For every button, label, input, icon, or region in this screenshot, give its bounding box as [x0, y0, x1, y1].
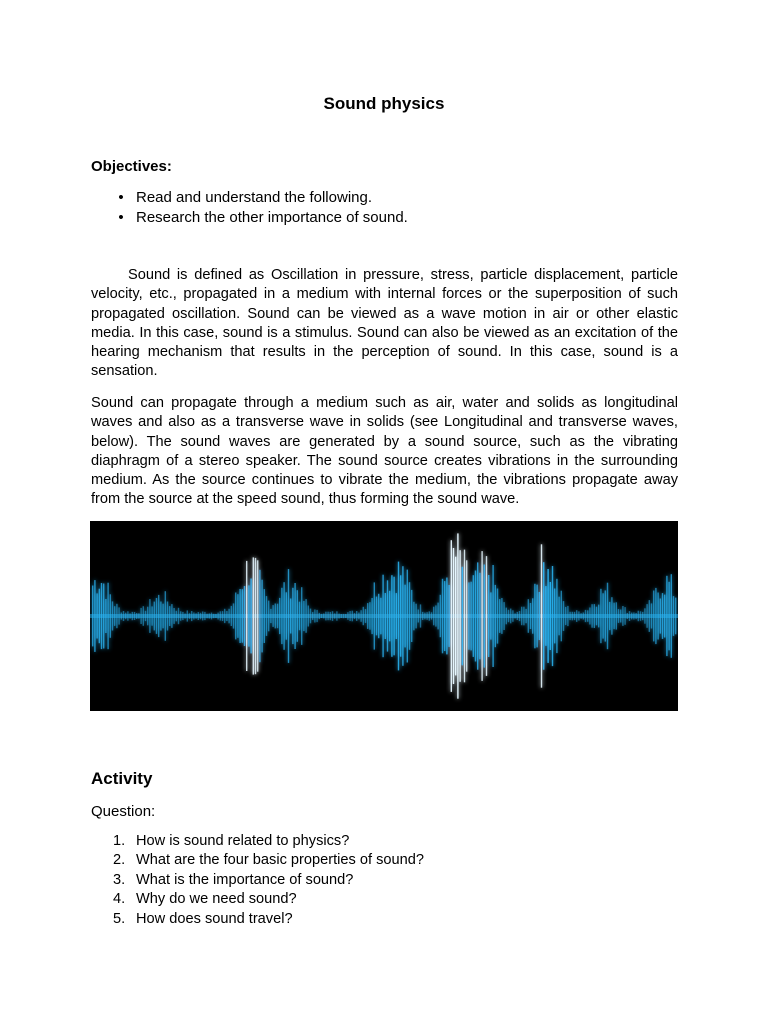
wave-spike [171, 604, 172, 628]
wave-spike [492, 565, 493, 667]
wave-spike [554, 589, 555, 644]
wave-spike [532, 598, 533, 633]
wave-spike [611, 597, 612, 635]
wave-spike [204, 612, 205, 620]
wave-spike [178, 608, 179, 624]
wave-spike [145, 611, 146, 621]
paragraph-text: Sound is defined as Oscillation in pressure, stress, particle displacement, particle velocity, etc., propagated in a medium with internal forces or the superposition of such propagated oscillation. Sound can be viewed as a wave motion in air or other elastic media. In this case, sound is a stimulus. Sound can also be viewed as an excitation of the hearing mechanism that results in the perception of sound. In this case, sound is a sensation. [91, 267, 678, 380]
wave-spike [149, 599, 150, 633]
question-number: 4. [113, 891, 126, 908]
wave-spike [673, 596, 674, 636]
wave-spike [404, 585, 405, 648]
wave-spike [189, 613, 190, 619]
wave-spike [545, 586, 546, 646]
wave-spike [222, 611, 223, 621]
wave-spike [143, 606, 144, 626]
wave-spike [323, 614, 324, 619]
wave-spike [336, 611, 337, 620]
paragraph-propagation [91, 394, 678, 510]
wave-spike [660, 599, 661, 634]
wave-spike [415, 604, 416, 629]
wave-spike [468, 582, 469, 649]
wave-spike [567, 606, 568, 626]
wave-spike [429, 611, 430, 620]
wave-spike [446, 578, 447, 655]
wave-spike [244, 586, 245, 646]
wave-spike [510, 609, 511, 624]
list-item [91, 871, 691, 890]
wave-spike [369, 602, 370, 630]
wave-spike [398, 562, 399, 671]
wave-spike [338, 614, 339, 619]
list-item [91, 910, 691, 929]
wave-spike [303, 601, 304, 631]
wave-spike [231, 606, 232, 626]
wave-spike [352, 611, 353, 622]
wave-spike [561, 591, 562, 642]
wave-spike [347, 612, 348, 620]
page-title: Sound physics [323, 94, 445, 113]
question-number: 1. [113, 833, 126, 849]
wave-spike [609, 602, 610, 630]
wave-spike [176, 611, 177, 622]
question-label: Question: [91, 803, 156, 820]
wave-spike [607, 583, 608, 650]
wave-spike [99, 589, 100, 644]
wave-spike [198, 612, 199, 620]
wave-spike [591, 604, 592, 628]
wave-spike [655, 588, 656, 644]
wave-spike [237, 594, 238, 638]
wave-spike [585, 610, 586, 622]
wave-spike [360, 610, 361, 622]
wave-spike [169, 606, 170, 626]
wave-spike [488, 575, 489, 657]
wave-spike [283, 582, 284, 650]
wave-spike [633, 613, 634, 620]
wave-spike [539, 592, 540, 640]
wave-spike [365, 609, 366, 623]
wave-spike [525, 609, 526, 623]
wave-spike [253, 557, 254, 674]
activity-heading: Activity [91, 769, 153, 788]
bullet-icon: • [118, 209, 124, 226]
wave-spike [226, 611, 227, 621]
wave-spike [435, 605, 436, 626]
wave-spike [558, 597, 559, 636]
wave-spike [310, 609, 311, 624]
wave-spike [209, 613, 210, 618]
wave-spike [653, 591, 654, 642]
wave-spike [396, 593, 397, 639]
wave-spike [312, 612, 313, 620]
wave-spike [101, 583, 102, 649]
wave-spike [211, 613, 212, 620]
wave-spike [334, 613, 335, 618]
wave-spike [479, 573, 480, 660]
wave-spike [556, 579, 557, 653]
wave-spike [305, 599, 306, 633]
wave-spike [622, 606, 623, 626]
question-number: 2. [113, 852, 126, 869]
wave-spike [600, 589, 601, 643]
wave-spike [627, 613, 628, 619]
wave-spike [519, 611, 520, 621]
wave-spike [301, 587, 302, 645]
wave-spike [299, 602, 300, 631]
objectives-list [91, 188, 691, 228]
wave-spike [523, 607, 524, 626]
wave-spike [319, 613, 320, 619]
wave-spike [308, 606, 309, 627]
wave-spike [154, 602, 155, 631]
wave-spike [503, 602, 504, 630]
wave-spike [136, 613, 137, 619]
question-text: How is sound related to physics? [136, 833, 350, 849]
wave-spike [409, 582, 410, 650]
wave-spike [118, 607, 119, 624]
wave-spike [640, 611, 641, 621]
wave-spike [431, 612, 432, 619]
wave-spike [110, 594, 111, 638]
wave-spike [327, 612, 328, 621]
wave-spike [569, 612, 570, 620]
wave-spike [631, 613, 632, 620]
wave-spike [629, 611, 630, 621]
wave-spike [495, 585, 496, 647]
wave-spike [257, 560, 258, 671]
wave-spike [374, 582, 375, 649]
wave-spike [459, 550, 460, 682]
wave-spike [325, 612, 326, 621]
wave-spike [389, 591, 390, 642]
wave-spike [616, 602, 617, 629]
questions-list [91, 832, 691, 929]
wave-spike [165, 591, 166, 641]
wave-spike [534, 584, 535, 649]
wave-spike [426, 612, 427, 620]
question-number: 3. [113, 871, 126, 888]
wave-spike [477, 562, 478, 669]
question-number: 5. [113, 910, 126, 927]
wave-spike [224, 609, 225, 623]
wave-spike [275, 604, 276, 629]
wave-spike [116, 604, 117, 628]
wave-spike [272, 605, 273, 627]
wave-spike [140, 608, 141, 624]
sound-wave-graphic [90, 521, 678, 711]
wave-spike [466, 560, 467, 671]
wave-spike [191, 611, 192, 621]
wave-spike [363, 607, 364, 625]
wave-spike [316, 610, 317, 622]
wave-spike [105, 599, 106, 633]
wave-spike [453, 548, 454, 684]
wave-spike [541, 544, 542, 687]
wave-spike [147, 607, 148, 626]
wave-spike [242, 589, 243, 643]
wave-spike [448, 585, 449, 647]
wave-spike [668, 582, 669, 651]
wave-spike [486, 556, 487, 676]
wave-spike [281, 588, 282, 644]
wave-spike [387, 580, 388, 651]
objective-text: Research the other importance of sound. [136, 209, 408, 226]
wave-spike [651, 603, 652, 628]
wave-spike [294, 583, 295, 649]
wave-spike [343, 614, 344, 618]
wave-spike [490, 592, 491, 639]
wave-spike [259, 570, 260, 662]
wave-spike [125, 613, 126, 620]
wave-spike [547, 569, 548, 663]
wave-spike [391, 575, 392, 657]
wave-spike [261, 580, 262, 653]
wave-spike [255, 558, 256, 674]
objective-text: Read and understand the following. [136, 189, 373, 206]
wave-spike [635, 613, 636, 619]
wave-spike [407, 570, 408, 663]
wave-spike [220, 611, 221, 620]
wave-spike [107, 583, 108, 650]
wave-spike [576, 610, 577, 622]
objectives-heading: Objectives: [91, 158, 172, 175]
wave-spike [644, 608, 645, 623]
wave-spike [156, 598, 157, 634]
wave-spike [420, 604, 421, 627]
wave-spike [528, 599, 529, 633]
wave-spike [330, 612, 331, 620]
wave-spike [202, 612, 203, 621]
wave-spike [499, 599, 500, 633]
wave-spike [193, 613, 194, 620]
wave-spike [264, 589, 265, 643]
wave-spike [121, 613, 122, 620]
wave-spike [200, 613, 201, 620]
wave-spike [279, 598, 280, 634]
wave-spike [292, 588, 293, 644]
wave-spike [250, 579, 251, 654]
wave-spike [314, 610, 315, 623]
wave-spike [270, 609, 271, 623]
wave-spike [649, 600, 650, 632]
wave-spike [437, 603, 438, 630]
wave-spike [605, 590, 606, 641]
list-item [91, 188, 691, 208]
paragraph-text: Sound can propagate through a medium such as air, water and solids as longitudinal waves and also as a transverse wave in solids (see Longitudinal and transverse waves, below). The sound waves are generated by a sound source, such as the vibrating diaphragm of a stereo speaker. The sound source creates vibrations in the surrounding medium. As the source continues to vibrate the medium, the vibrations propagate away from the source at the speed sound, thus forming the sound wave. [91, 395, 678, 508]
wave-spike [96, 593, 97, 638]
list-item [91, 832, 691, 851]
wave-spike [413, 602, 414, 631]
wave-spike [288, 569, 289, 663]
wave-spike [215, 614, 216, 618]
question-text: What is the importance of sound? [136, 871, 354, 888]
wave-spike [475, 571, 476, 662]
wave-spike [400, 575, 401, 656]
wave-spike [662, 593, 663, 639]
wave-spike [508, 610, 509, 622]
wave-spike [517, 612, 518, 620]
wave-spike [433, 607, 434, 626]
wave-spike [440, 595, 441, 637]
wave-spike [602, 593, 603, 638]
question-text: What are the four basic properties of sound? [136, 852, 424, 869]
wave-spike [574, 612, 575, 620]
wave-spike [378, 594, 379, 638]
wave-spike [664, 595, 665, 638]
wave-spike [297, 590, 298, 642]
wave-spike [552, 566, 553, 666]
wave-spike [349, 611, 350, 621]
wave-spike [268, 601, 269, 632]
wave-spike [358, 613, 359, 620]
wave-spike [138, 613, 139, 619]
wave-spike [114, 606, 115, 626]
wave-spike [455, 557, 456, 676]
paragraph-definition [91, 266, 678, 382]
wave-spike [94, 580, 95, 652]
list-item [91, 851, 691, 870]
wave-spike [345, 614, 346, 618]
wave-spike [484, 565, 485, 668]
bullet-icon: • [118, 189, 124, 206]
wave-spike [598, 605, 599, 628]
wave-spike [565, 607, 566, 625]
wave-spike [332, 611, 333, 621]
wave-spike [624, 607, 625, 625]
wave-spike [233, 603, 234, 628]
wave-spike [112, 601, 113, 630]
wave-spike [160, 602, 161, 631]
wave-spike [277, 604, 278, 629]
wave-spike [572, 612, 573, 621]
wave-spike [578, 611, 579, 620]
wave-spike [589, 608, 590, 625]
wave-spike [442, 579, 443, 654]
wave-spike [657, 593, 658, 640]
wave-spike [481, 551, 482, 681]
wave-spike [580, 613, 581, 619]
wave-spike [92, 586, 93, 647]
wave-spike [418, 610, 419, 623]
wave-spike [473, 575, 474, 657]
wave-spike [134, 612, 135, 620]
wave-spike [563, 601, 564, 631]
wave-spike [129, 613, 130, 618]
wave-spike [341, 614, 342, 618]
wave-spike [470, 582, 471, 651]
wave-spike [543, 562, 544, 670]
wave-spike [666, 576, 667, 656]
wave-spike [380, 598, 381, 635]
wave-spike [620, 610, 621, 623]
wave-spike [402, 566, 403, 666]
wave-spike [382, 575, 383, 658]
wave-spike [521, 607, 522, 626]
wave-spike [184, 614, 185, 619]
wave-spike [638, 611, 639, 622]
wave-spike [228, 609, 229, 624]
wave-spike [457, 533, 458, 698]
wave-spike [444, 581, 445, 651]
wave-spike [356, 611, 357, 621]
wave-spike [587, 610, 588, 622]
wave-spike [248, 585, 249, 646]
wave-spike [239, 589, 240, 643]
wave-spike [158, 595, 159, 637]
wave-spike [411, 590, 412, 642]
wave-spike [583, 613, 584, 620]
sound-wave-image [90, 521, 678, 711]
wave-spike [180, 611, 181, 620]
list-item [91, 208, 691, 228]
wave-spike [167, 602, 168, 631]
wave-spike [354, 613, 355, 619]
wave-spike [497, 589, 498, 644]
wave-spike [123, 611, 124, 621]
wave-spike [266, 596, 267, 636]
wave-spike [613, 603, 614, 630]
wave-spike [594, 604, 595, 628]
wave-spike [646, 604, 647, 628]
wave-spike [182, 612, 183, 620]
wave-spike [290, 599, 291, 634]
wave-spike [367, 603, 368, 629]
wave-spike [103, 584, 104, 649]
wave-spike [127, 611, 128, 620]
wave-spike [675, 598, 676, 635]
wave-spike [385, 593, 386, 639]
wave-spike [187, 610, 188, 621]
wave-spike [376, 597, 377, 636]
wave-spike [132, 612, 133, 620]
wave-spike [536, 585, 537, 648]
wave-spike [246, 561, 247, 671]
wave-spike [512, 610, 513, 622]
wave-spike [514, 613, 515, 618]
wave-spike [173, 608, 174, 624]
wave-spike [451, 540, 452, 692]
wave-spike [642, 612, 643, 620]
wave-spike [424, 613, 425, 620]
wave-spike [530, 603, 531, 629]
wave-spike [213, 614, 214, 618]
wave-spike [462, 567, 463, 666]
question-text: Why do we need sound? [136, 891, 297, 908]
wave-spike [235, 593, 236, 640]
wave-spike [464, 550, 465, 683]
wave-spike [162, 604, 163, 629]
wave-spike [151, 606, 152, 625]
wave-spike [286, 592, 287, 639]
wave-spike [550, 582, 551, 650]
wave-spike [618, 609, 619, 623]
wave-spike [501, 598, 502, 634]
wave-spike [671, 574, 672, 658]
wave-spike [321, 614, 322, 618]
wave-spike [393, 577, 394, 656]
wave-spike [206, 614, 207, 619]
wave-spike [217, 613, 218, 620]
wave-spike [506, 608, 507, 625]
wave-spike [596, 607, 597, 626]
wave-spike [422, 612, 423, 620]
list-item [91, 890, 691, 909]
question-text: How does sound travel? [136, 910, 293, 927]
wave-spike [195, 613, 196, 618]
wave-spike [371, 598, 372, 634]
